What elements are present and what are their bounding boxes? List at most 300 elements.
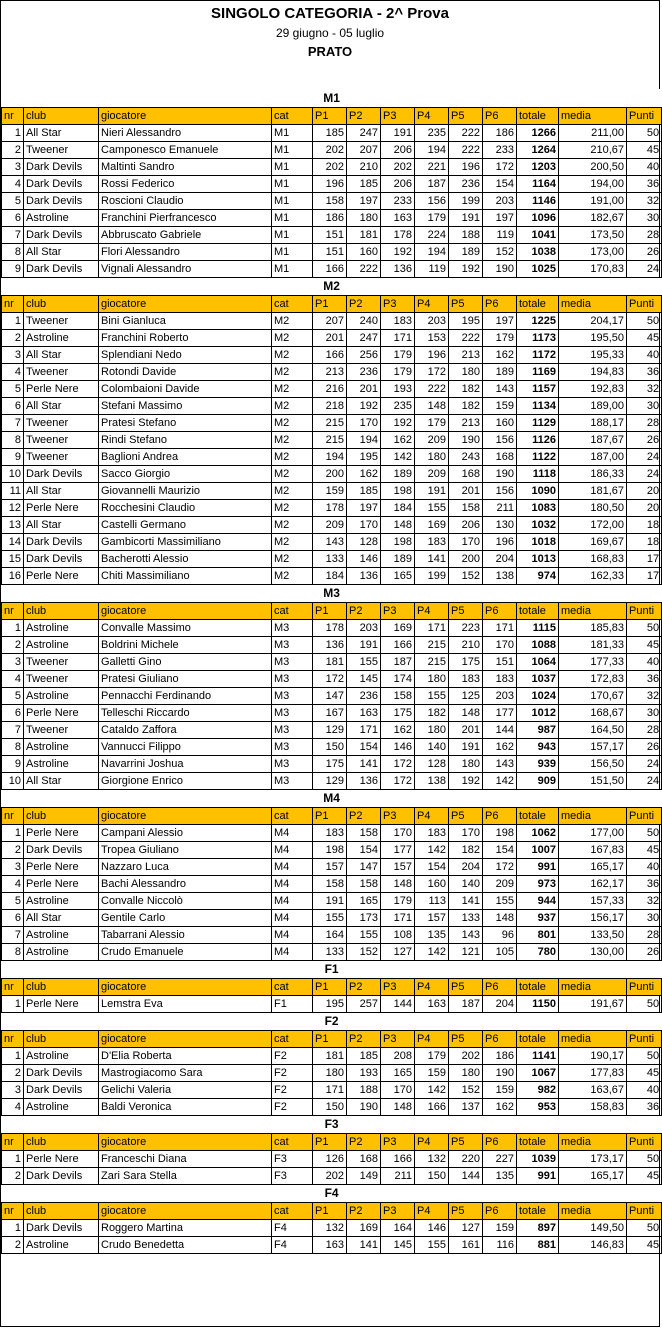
- column-header-row: [2, 295, 662, 312]
- cell-p4: 183: [415, 824, 449, 841]
- cell-media: 172,00: [559, 516, 627, 533]
- column-header-row: [2, 602, 662, 619]
- cell-cat: M1: [272, 124, 313, 141]
- cell-punti: 36: [627, 670, 662, 687]
- cell-club: Astroline: [24, 687, 99, 704]
- cell-totale: 1141: [517, 1047, 559, 1064]
- cell-club: Tweener: [24, 414, 99, 431]
- column-header-cat: cat: [272, 1030, 313, 1047]
- cell-p6: 179: [483, 329, 517, 346]
- column-header-p6: P6: [483, 295, 517, 312]
- cell-media: 158,83: [559, 1098, 627, 1115]
- cell-p3: 166: [381, 1150, 415, 1167]
- column-header-nr: nr: [2, 807, 24, 824]
- column-header-p3: P3: [381, 1030, 415, 1047]
- cell-nr: 10: [2, 772, 24, 789]
- cell-giocatore: Telleschi Riccardo: [99, 704, 272, 721]
- column-header-club: club: [24, 1133, 99, 1150]
- cell-p6: 96: [483, 926, 517, 943]
- cell-p2: 195: [347, 448, 381, 465]
- column-header-p6: P6: [483, 1202, 517, 1219]
- cell-p6: 152: [483, 243, 517, 260]
- cell-p2: 160: [347, 243, 381, 260]
- column-header-p5: P5: [449, 978, 483, 995]
- cell-media: 191,67: [559, 995, 627, 1012]
- cell-p4: 179: [415, 414, 449, 431]
- cell-p5: 152: [449, 567, 483, 584]
- cell-punti: 45: [627, 141, 662, 158]
- cell-punti: 30: [627, 704, 662, 721]
- cell-punti: 26: [627, 943, 662, 960]
- cell-p5: 183: [449, 670, 483, 687]
- cell-nr: 8: [2, 943, 24, 960]
- cell-punti: 36: [627, 875, 662, 892]
- cell-nr: 6: [2, 397, 24, 414]
- cell-p6: 142: [483, 772, 517, 789]
- column-header-p2: P2: [347, 978, 381, 995]
- cell-p1: 202: [313, 1167, 347, 1184]
- column-header-p3: P3: [381, 1133, 415, 1150]
- cell-giocatore: Bachi Alessandro: [99, 875, 272, 892]
- cell-giocatore: Nazzaro Luca: [99, 858, 272, 875]
- column-header-p3: P3: [381, 978, 415, 995]
- cell-punti: 45: [627, 841, 662, 858]
- cell-p4: 154: [415, 858, 449, 875]
- cell-media: 190,17: [559, 1047, 627, 1064]
- column-header-media: media: [559, 1133, 627, 1150]
- cell-nr: 2: [2, 141, 24, 158]
- cell-totale: 1039: [517, 1150, 559, 1167]
- results-table: [1, 89, 662, 1254]
- cell-p6: 233: [483, 141, 517, 158]
- category-heading-row: [2, 1115, 662, 1133]
- cell-p4: 166: [415, 1098, 449, 1115]
- cell-club: Perle Nere: [24, 567, 99, 584]
- cell-p6: 186: [483, 124, 517, 141]
- cell-media: 164,50: [559, 721, 627, 738]
- cell-punti: 32: [627, 380, 662, 397]
- cell-p5: 201: [449, 482, 483, 499]
- column-header-p6: P6: [483, 807, 517, 824]
- column-header-media: media: [559, 978, 627, 995]
- cell-p5: 152: [449, 1081, 483, 1098]
- cell-p2: 197: [347, 499, 381, 516]
- column-header-club: club: [24, 602, 99, 619]
- cell-nr: 6: [2, 209, 24, 226]
- cell-club: All Star: [24, 909, 99, 926]
- cell-p3: 171: [381, 329, 415, 346]
- cell-cat: M2: [272, 567, 313, 584]
- cell-media: 168,83: [559, 550, 627, 567]
- cell-p4: 172: [415, 363, 449, 380]
- column-header-p5: P5: [449, 1030, 483, 1047]
- cell-media: 195,33: [559, 346, 627, 363]
- column-header-giocatore: giocatore: [99, 1030, 272, 1047]
- cell-club: Tweener: [24, 448, 99, 465]
- cell-media: 172,83: [559, 670, 627, 687]
- category-heading-row: [2, 584, 662, 602]
- table-row: [2, 414, 662, 431]
- cell-p1: 158: [313, 192, 347, 209]
- cell-p3: 235: [381, 397, 415, 414]
- cell-giocatore: Galletti Gino: [99, 653, 272, 670]
- cell-p5: 220: [449, 1150, 483, 1167]
- cell-p4: 222: [415, 380, 449, 397]
- cell-p1: 218: [313, 397, 347, 414]
- cell-nr: 1: [2, 312, 24, 329]
- cell-totale: 780: [517, 943, 559, 960]
- cell-giocatore: Convalle Massimo: [99, 619, 272, 636]
- cell-p6: 170: [483, 636, 517, 653]
- cell-totale: 974: [517, 567, 559, 584]
- table-row: [2, 687, 662, 704]
- cell-p4: 146: [415, 1219, 449, 1236]
- cell-p2: 193: [347, 1064, 381, 1081]
- cell-p1: 186: [313, 209, 347, 226]
- cell-totale: 1225: [517, 312, 559, 329]
- cell-giocatore: Maltinti Sandro: [99, 158, 272, 175]
- cell-club: Astroline: [24, 619, 99, 636]
- cell-cat: M2: [272, 380, 313, 397]
- cell-media: 195,50: [559, 329, 627, 346]
- cell-punti: 50: [627, 1150, 662, 1167]
- cell-totale: 1018: [517, 533, 559, 550]
- cell-p6: 198: [483, 824, 517, 841]
- column-header-totale: totale: [517, 1133, 559, 1150]
- cell-p3: 191: [381, 124, 415, 141]
- table-row: [2, 192, 662, 209]
- cell-cat: M2: [272, 414, 313, 431]
- cell-p3: 198: [381, 482, 415, 499]
- cell-p6: 197: [483, 209, 517, 226]
- cell-p1: 167: [313, 704, 347, 721]
- cell-p1: 157: [313, 858, 347, 875]
- column-header-cat: cat: [272, 1202, 313, 1219]
- table-row: [2, 772, 662, 789]
- cell-totale: 1038: [517, 243, 559, 260]
- cell-p5: 180: [449, 1064, 483, 1081]
- cell-cat: F2: [272, 1047, 313, 1064]
- column-header-p4: P4: [415, 1133, 449, 1150]
- cell-p5: 133: [449, 909, 483, 926]
- cell-p5: 222: [449, 329, 483, 346]
- cell-p2: 158: [347, 875, 381, 892]
- cell-p4: 142: [415, 841, 449, 858]
- cell-p4: 141: [415, 550, 449, 567]
- cell-p3: 165: [381, 567, 415, 584]
- cell-p1: 209: [313, 516, 347, 533]
- cell-nr: 1: [2, 995, 24, 1012]
- cell-media: 165,17: [559, 1167, 627, 1184]
- cell-p1: 151: [313, 226, 347, 243]
- cell-giocatore: Navarrini Joshua: [99, 755, 272, 772]
- cell-nr: 7: [2, 414, 24, 431]
- cell-media: 185,83: [559, 619, 627, 636]
- column-header-totale: totale: [517, 1202, 559, 1219]
- cell-p3: 170: [381, 1081, 415, 1098]
- cell-p2: 210: [347, 158, 381, 175]
- cell-p6: 190: [483, 260, 517, 277]
- cell-club: Astroline: [24, 1047, 99, 1064]
- cell-p5: 182: [449, 380, 483, 397]
- cell-giocatore: Castelli Germano: [99, 516, 272, 533]
- cell-p6: 177: [483, 704, 517, 721]
- results-body: [2, 89, 662, 1253]
- cell-punti: 40: [627, 1081, 662, 1098]
- cell-cat: F3: [272, 1167, 313, 1184]
- cell-media: 187,67: [559, 431, 627, 448]
- cell-cat: M2: [272, 363, 313, 380]
- cell-media: 168,67: [559, 704, 627, 721]
- cell-media: 170,67: [559, 687, 627, 704]
- column-header-p1: P1: [313, 1030, 347, 1047]
- cell-p2: 168: [347, 1150, 381, 1167]
- cell-totale: 991: [517, 1167, 559, 1184]
- cell-p1: 178: [313, 499, 347, 516]
- cell-cat: M1: [272, 209, 313, 226]
- cell-nr: 14: [2, 533, 24, 550]
- cell-p3: 175: [381, 704, 415, 721]
- cell-totale: 937: [517, 909, 559, 926]
- cell-p4: 194: [415, 141, 449, 158]
- cell-p5: 200: [449, 550, 483, 567]
- cell-p1: 147: [313, 687, 347, 704]
- cell-p6: 156: [483, 431, 517, 448]
- event-dates: 29 giugno - 05 luglio: [275, 26, 385, 40]
- cell-p4: 215: [415, 636, 449, 653]
- cell-p2: 155: [347, 926, 381, 943]
- cell-nr: 2: [2, 841, 24, 858]
- cell-nr: 3: [2, 1081, 24, 1098]
- category-heading-row: [2, 1012, 662, 1030]
- cell-p3: 148: [381, 516, 415, 533]
- cell-giocatore: Gelichi Valeria: [99, 1081, 272, 1098]
- cell-giocatore: Flori Alessandro: [99, 243, 272, 260]
- cell-p1: 178: [313, 619, 347, 636]
- cell-punti: 32: [627, 192, 662, 209]
- cell-media: 177,33: [559, 653, 627, 670]
- cell-p5: 196: [449, 158, 483, 175]
- cell-media: 162,33: [559, 567, 627, 584]
- cell-p6: 156: [483, 482, 517, 499]
- table-row: [2, 858, 662, 875]
- cell-p6: 183: [483, 670, 517, 687]
- cell-punti: 45: [627, 636, 662, 653]
- cell-punti: 24: [627, 465, 662, 482]
- cell-cat: M4: [272, 824, 313, 841]
- cell-p1: 194: [313, 448, 347, 465]
- column-header-p3: P3: [381, 807, 415, 824]
- column-header-media: media: [559, 107, 627, 124]
- cell-p1: 185: [313, 124, 347, 141]
- cell-p6: 172: [483, 158, 517, 175]
- cell-p6: 203: [483, 687, 517, 704]
- cell-giocatore: Vannucci Filippo: [99, 738, 272, 755]
- cell-p3: 148: [381, 875, 415, 892]
- cell-nr: 1: [2, 619, 24, 636]
- cell-media: 163,67: [559, 1081, 627, 1098]
- cell-nr: 3: [2, 858, 24, 875]
- cell-punti: 40: [627, 858, 662, 875]
- cell-p3: 187: [381, 653, 415, 670]
- cell-nr: 1: [2, 124, 24, 141]
- cell-p3: 162: [381, 721, 415, 738]
- column-header-p6: P6: [483, 107, 517, 124]
- cell-nr: 13: [2, 516, 24, 533]
- cell-p1: 143: [313, 533, 347, 550]
- cell-p3: 146: [381, 738, 415, 755]
- cell-p2: 154: [347, 738, 381, 755]
- cell-totale: 1172: [517, 346, 559, 363]
- cell-p6: 105: [483, 943, 517, 960]
- table-row: [2, 636, 662, 653]
- cell-punti: 30: [627, 909, 662, 926]
- cell-p6: 209: [483, 875, 517, 892]
- cell-p3: 170: [381, 824, 415, 841]
- cell-punti: 50: [627, 1047, 662, 1064]
- cell-nr: 9: [2, 755, 24, 772]
- cell-p1: 166: [313, 260, 347, 277]
- cell-media: 133,50: [559, 926, 627, 943]
- cell-p3: 206: [381, 141, 415, 158]
- table-row: [2, 533, 662, 550]
- column-header-p6: P6: [483, 978, 517, 995]
- category-heading: M2: [2, 277, 662, 295]
- cell-giocatore: Splendiani Nedo: [99, 346, 272, 363]
- cell-nr: 5: [2, 380, 24, 397]
- cell-punti: 24: [627, 260, 662, 277]
- cell-p2: 170: [347, 414, 381, 431]
- cell-giocatore: Bacherotti Alessio: [99, 550, 272, 567]
- cell-totale: 973: [517, 875, 559, 892]
- cell-punti: 26: [627, 431, 662, 448]
- cell-punti: 24: [627, 772, 662, 789]
- column-header-punti: Punti: [627, 1030, 662, 1047]
- cell-p5: 213: [449, 414, 483, 431]
- cell-p3: 142: [381, 448, 415, 465]
- cell-cat: M3: [272, 653, 313, 670]
- cell-giocatore: Pratesi Giuliano: [99, 670, 272, 687]
- cell-p4: 169: [415, 516, 449, 533]
- table-row: [2, 124, 662, 141]
- cell-totale: 801: [517, 926, 559, 943]
- column-header-p6: P6: [483, 1133, 517, 1150]
- cell-media: 200,50: [559, 158, 627, 175]
- cell-p4: 163: [415, 995, 449, 1012]
- cell-totale: 1090: [517, 482, 559, 499]
- cell-p5: 210: [449, 636, 483, 653]
- cell-p2: 180: [347, 209, 381, 226]
- cell-p5: 236: [449, 175, 483, 192]
- table-row: [2, 465, 662, 482]
- table-row: [2, 755, 662, 772]
- cell-p5: 191: [449, 738, 483, 755]
- cell-p2: 188: [347, 1081, 381, 1098]
- cell-p3: 179: [381, 346, 415, 363]
- cell-media: 187,00: [559, 448, 627, 465]
- cell-media: 173,50: [559, 226, 627, 243]
- column-header-punti: Punti: [627, 978, 662, 995]
- table-row: [2, 841, 662, 858]
- cell-p5: 182: [449, 841, 483, 858]
- cell-p1: 163: [313, 1236, 347, 1253]
- cell-club: Dark Devils: [24, 465, 99, 482]
- cell-media: 194,00: [559, 175, 627, 192]
- column-header-p4: P4: [415, 295, 449, 312]
- column-header-p2: P2: [347, 1133, 381, 1150]
- cell-p1: 202: [313, 158, 347, 175]
- cell-totale: 1122: [517, 448, 559, 465]
- cell-giocatore: Rotondi Davide: [99, 363, 272, 380]
- cell-cat: F2: [272, 1064, 313, 1081]
- cell-p6: 168: [483, 448, 517, 465]
- cell-nr: 9: [2, 260, 24, 277]
- cell-p5: 121: [449, 943, 483, 960]
- cell-p3: 174: [381, 670, 415, 687]
- cell-p3: 193: [381, 380, 415, 397]
- cell-p6: 172: [483, 858, 517, 875]
- cell-punti: 50: [627, 995, 662, 1012]
- cell-p2: 185: [347, 482, 381, 499]
- column-header-p1: P1: [313, 1133, 347, 1150]
- cell-p5: 175: [449, 653, 483, 670]
- cell-cat: F3: [272, 1150, 313, 1167]
- column-header-giocatore: giocatore: [99, 978, 272, 995]
- cell-p3: 164: [381, 1219, 415, 1236]
- cell-p1: 158: [313, 875, 347, 892]
- column-header-p5: P5: [449, 807, 483, 824]
- cell-punti: 36: [627, 363, 662, 380]
- cell-p2: 165: [347, 892, 381, 909]
- cell-club: Astroline: [24, 755, 99, 772]
- cell-p5: 189: [449, 243, 483, 260]
- cell-p5: 192: [449, 772, 483, 789]
- cell-p3: 211: [381, 1167, 415, 1184]
- column-header-p4: P4: [415, 602, 449, 619]
- cell-giocatore: Lemstra Eva: [99, 995, 272, 1012]
- cell-p1: 151: [313, 243, 347, 260]
- cell-media: 169,67: [559, 533, 627, 550]
- cell-p5: 204: [449, 858, 483, 875]
- cell-p5: 170: [449, 533, 483, 550]
- cell-punti: 40: [627, 158, 662, 175]
- cell-p1: 216: [313, 380, 347, 397]
- cell-punti: 26: [627, 738, 662, 755]
- cell-media: 182,67: [559, 209, 627, 226]
- cell-cat: M1: [272, 192, 313, 209]
- cell-p6: 204: [483, 550, 517, 567]
- column-header-p2: P2: [347, 1030, 381, 1047]
- cell-p3: 189: [381, 465, 415, 482]
- table-row: [2, 909, 662, 926]
- cell-club: Dark Devils: [24, 1219, 99, 1236]
- table-row: [2, 619, 662, 636]
- cell-p1: 166: [313, 346, 347, 363]
- cell-nr: 16: [2, 567, 24, 584]
- cell-p2: 136: [347, 772, 381, 789]
- cell-p5: 222: [449, 124, 483, 141]
- cell-cat: M4: [272, 841, 313, 858]
- cell-cat: M4: [272, 858, 313, 875]
- cell-cat: M1: [272, 226, 313, 243]
- cell-p6: 190: [483, 1064, 517, 1081]
- cell-media: 173,00: [559, 243, 627, 260]
- cell-club: All Star: [24, 346, 99, 363]
- cell-p2: 192: [347, 397, 381, 414]
- cell-p1: 133: [313, 943, 347, 960]
- column-header-cat: cat: [272, 295, 313, 312]
- cell-totale: 982: [517, 1081, 559, 1098]
